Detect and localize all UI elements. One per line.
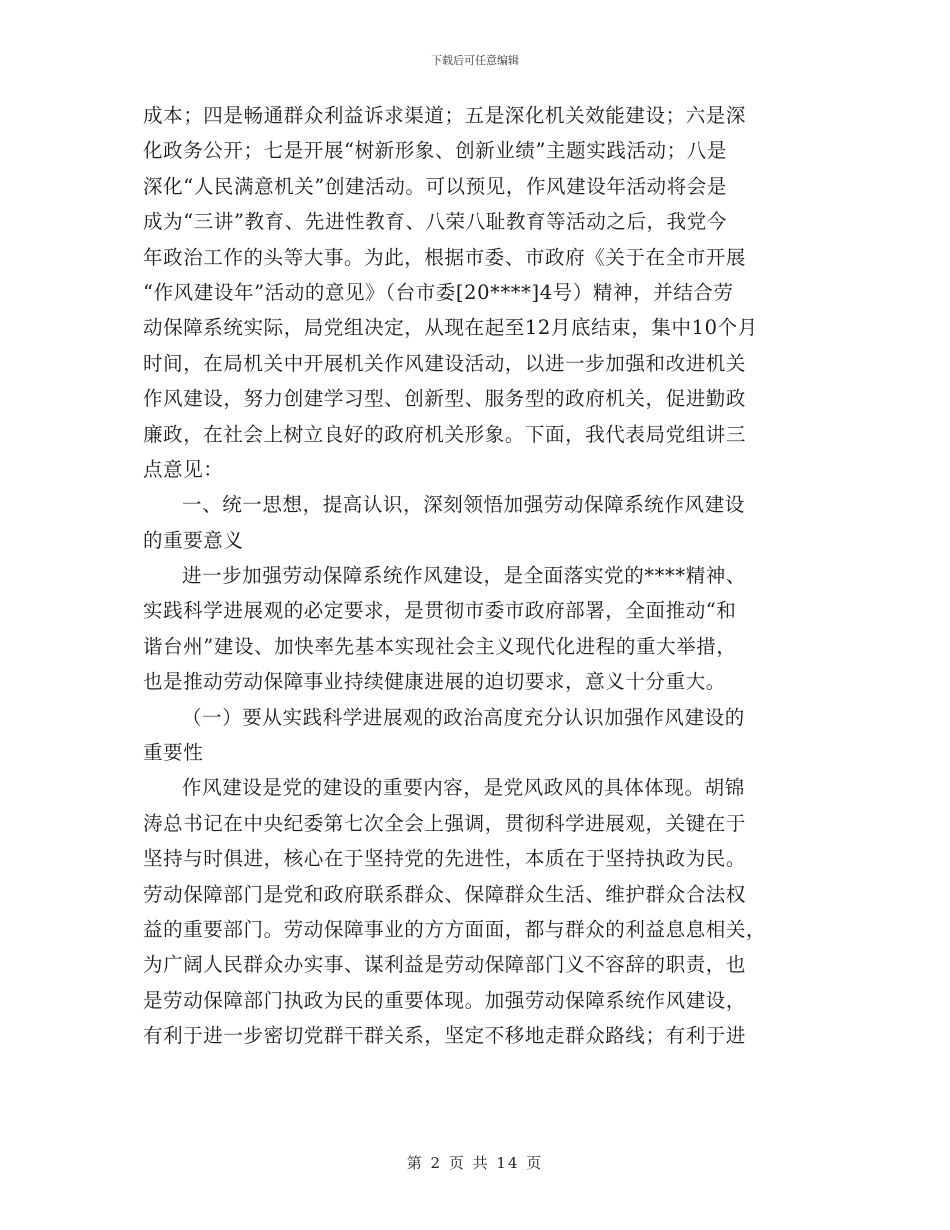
text-line: 作风建设，努力创建学习型、创新型、服务型的政府机关，促进勤政: [143, 387, 747, 411]
text-line: 涛总书记在中央纪委第七次全会上强调，贯彻科学进展观，关键在于: [143, 811, 747, 835]
text-line: 化政务公开；七是开展“树新形象、创新业绩”主题实践活动；八是: [143, 139, 727, 163]
page-footer: 第 2 页 共 14 页: [406, 1154, 544, 1172]
text-line: 坚持与时俱进，核心在于坚持党的先进性，本质在于坚持执政为民。: [143, 847, 747, 871]
text-line: （一）要从实践科学进展观的政治高度充分认识加强作风建设的: [182, 705, 745, 729]
text-line: 有利于进一步密切党群干群关系，坚定不移地走群众路线；有利于进: [143, 1024, 747, 1048]
text-line: 进一步加强劳动保障系统作风建设，是全面落实党的****精神、: [182, 564, 747, 588]
text-line: 点意见：: [143, 457, 224, 481]
text-line: 廉政，在社会上树立良好的政府机关形象。下面，我代表局党组讲三: [143, 422, 747, 446]
text-line: 深化“人民满意机关”创建活动。可以预见，作风建设年活动将会是: [143, 174, 727, 198]
text-line: 动保障系统实际，局党组决定，从现在起至12月底结束，集中10个月: [143, 316, 758, 340]
text-line: 劳动保障部门是党和政府联系群众、保障群众生活、维护群众合法权: [143, 882, 747, 906]
text-line: 的重要意义: [143, 528, 244, 552]
text-line: 一、统一思想，提高认识，深刻领悟加强劳动保障系统作风建设: [182, 493, 745, 517]
text-line: 实践科学进展观的必定要求，是贯彻市委市政府部署，全面推动“和: [143, 599, 737, 623]
text-line: 也是推动劳动保障事业持续健康进展的迫切要求，意义十分重大。: [143, 670, 726, 694]
text-line: 是劳动保障部门执政为民的重要体现。加强劳动保障系统作风建设，: [143, 988, 747, 1012]
text-line: “作风建设年”活动的意见》（台市委[20****]4号）精神，并结合劳: [143, 280, 734, 304]
text-line: 谐台州”建设、加快率先基本实现社会主义现代化进程的重大举措，: [143, 634, 737, 658]
text-line: 为广阔人民群众办实事、谋利益是劳动保障部门义不容辞的职责，也: [143, 953, 747, 977]
text-line: 成本；四是畅通群众利益诉求渠道；五是深化机关效能建设；六是深: [143, 104, 747, 127]
text-line: 成为“三讲”教育、先进性教育、八荣八耻教育等活动之后，我党今: [143, 210, 727, 234]
text-line: 重要性: [143, 741, 204, 765]
text-line: 年政治工作的头等大事。为此，根据市委、市政府《关于在全市开展: [143, 245, 747, 269]
page-header: 下载后可任意编辑: [431, 54, 519, 67]
text-line: 益的重要部门。劳动保障事业的方方面面，都与群众的利益息息相关，: [143, 917, 767, 941]
text-line: 时间，在局机关中开展机关作风建设活动，以进一步加强和改进机关: [143, 351, 747, 375]
text-line: 作风建设是党的建设的重要内容，是党风政风的具体体现。胡锦: [182, 776, 745, 800]
document-body: [143, 98, 807, 1054]
